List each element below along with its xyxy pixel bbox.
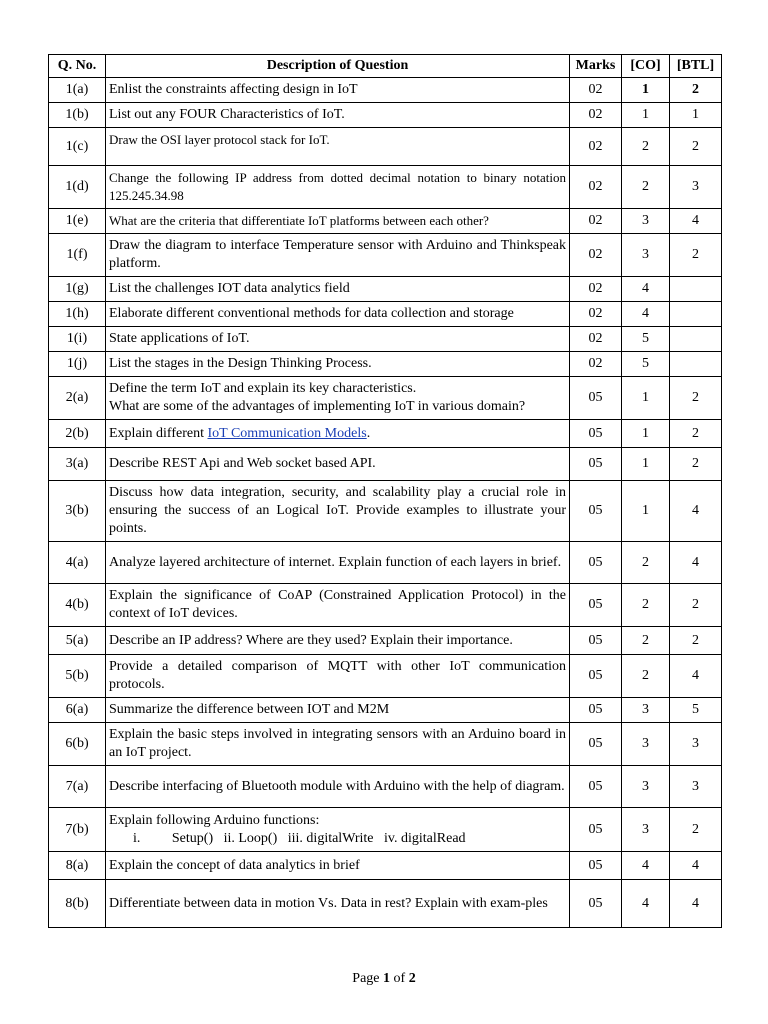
table-row <box>49 302 722 327</box>
header-qno: Q. No. <box>49 55 106 78</box>
table-row <box>49 448 722 481</box>
question-description: Explain the concept of data analytics in brief <box>106 852 570 880</box>
question-btl <box>670 327 722 352</box>
question-description: Describe interfacing of Bluetooth module with Arduino with the help of diagram. <box>106 766 570 808</box>
question-description <box>106 377 570 420</box>
question-co: 3 <box>622 209 670 234</box>
question-btl: 1 <box>670 103 722 128</box>
table-row <box>49 542 722 584</box>
question-btl: 2 <box>670 78 722 103</box>
question-co: 5 <box>622 327 670 352</box>
question-number: 1(d) <box>49 166 106 209</box>
question-btl: 5 <box>670 698 722 723</box>
question-marks: 02 <box>570 103 622 128</box>
question-table <box>48 54 722 928</box>
question-co: 4 <box>622 277 670 302</box>
table-row <box>49 655 722 698</box>
table-row <box>49 852 722 880</box>
question-co: 1 <box>622 103 670 128</box>
question-btl: 3 <box>670 723 722 766</box>
question-description: Explain the significance of CoAP (Constrained Application Protocol) in the context of IoT devices. <box>106 584 570 627</box>
question-marks: 05 <box>570 420 622 448</box>
question-co: 3 <box>622 808 670 852</box>
question-description: Describe REST Api and Web socket based API. <box>106 448 570 481</box>
description-line-2: What are some of the advantages of implementing IoT in various domain? <box>109 399 526 414</box>
question-description: List out any FOUR Characteristics of IoT. <box>106 103 570 128</box>
table-row <box>49 277 722 302</box>
question-btl: 4 <box>670 852 722 880</box>
question-number: 4(a) <box>49 542 106 584</box>
question-marks: 05 <box>570 448 622 481</box>
question-description: Explain the basic steps involved in integrating sensors with an Arduino board in an IoT project. <box>106 723 570 766</box>
question-btl: 4 <box>670 209 722 234</box>
question-description: Describe an IP address? Where are they used? Explain their importance. <box>106 627 570 655</box>
question-btl: 3 <box>670 766 722 808</box>
question-number: 2(a) <box>49 377 106 420</box>
question-number: 3(b) <box>49 481 106 542</box>
question-number: 1(j) <box>49 352 106 377</box>
question-marks: 05 <box>570 766 622 808</box>
question-co: 4 <box>622 880 670 928</box>
question-btl: 2 <box>670 448 722 481</box>
question-marks: 05 <box>570 584 622 627</box>
question-description: List the stages in the Design Thinking Process. <box>106 352 570 377</box>
question-number: 6(a) <box>49 698 106 723</box>
question-btl: 2 <box>670 808 722 852</box>
question-description: Differentiate between data in motion Vs. Data in rest? Explain with exam-ples <box>106 880 570 928</box>
question-description: Draw the diagram to interface Temperature sensor with Arduino and Thinkspeak platform. <box>106 234 570 277</box>
question-btl: 2 <box>670 128 722 166</box>
question-number: 2(b) <box>49 420 106 448</box>
question-btl: 2 <box>670 420 722 448</box>
question-description: List the challenges IOT data analytics field <box>106 277 570 302</box>
question-description: Discuss how data integration, security, and scalability play a crucial role in ensuring the success of an Logical IoT. Provide examples to illustrate your points. <box>106 481 570 542</box>
question-co: 1 <box>622 448 670 481</box>
question-co: 1 <box>622 420 670 448</box>
description-line-2: i. Setup() ii. Loop() iii. digitalWrite iv. digitalRead <box>133 830 466 846</box>
question-description <box>106 420 570 448</box>
header-marks: Marks <box>570 55 622 78</box>
question-btl: 2 <box>670 584 722 627</box>
question-btl <box>670 277 722 302</box>
iot-communication-models-link[interactable]: IoT Communication Models <box>207 425 367 441</box>
question-number: 8(b) <box>49 880 106 928</box>
question-number: 1(f) <box>49 234 106 277</box>
question-btl: 4 <box>670 542 722 584</box>
question-number: 4(b) <box>49 584 106 627</box>
question-co: 2 <box>622 627 670 655</box>
question-co: 2 <box>622 542 670 584</box>
question-marks: 05 <box>570 880 622 928</box>
question-co: 5 <box>622 352 670 377</box>
table-row <box>49 103 722 128</box>
question-marks: 02 <box>570 209 622 234</box>
question-marks: 02 <box>570 302 622 327</box>
table-row <box>49 808 722 852</box>
question-number: 1(a) <box>49 78 106 103</box>
question-co: 2 <box>622 655 670 698</box>
table-row <box>49 880 722 928</box>
question-co: 1 <box>622 377 670 420</box>
table-row <box>49 420 722 448</box>
question-btl: 3 <box>670 166 722 209</box>
question-btl: 2 <box>670 377 722 420</box>
question-co: 3 <box>622 723 670 766</box>
question-description: Provide a detailed comparison of MQTT with other IoT communication protocols. <box>106 655 570 698</box>
table-row <box>49 723 722 766</box>
question-description: State applications of IoT. <box>106 327 570 352</box>
question-co: 3 <box>622 234 670 277</box>
footer-prefix: Page <box>352 971 384 986</box>
question-marks: 05 <box>570 698 622 723</box>
question-number: 1(b) <box>49 103 106 128</box>
description-text: Explain different <box>109 425 208 441</box>
question-number: 1(i) <box>49 327 106 352</box>
table-row <box>49 698 722 723</box>
question-marks: 05 <box>570 852 622 880</box>
page-footer <box>0 971 768 987</box>
question-marks: 05 <box>570 481 622 542</box>
header-row <box>49 55 722 78</box>
question-marks: 02 <box>570 327 622 352</box>
header-btl: [BTL] <box>670 55 722 78</box>
table-row <box>49 481 722 542</box>
question-btl: 2 <box>670 627 722 655</box>
question-marks: 02 <box>570 78 622 103</box>
question-btl: 4 <box>670 880 722 928</box>
question-co: 2 <box>622 128 670 166</box>
table-row <box>49 128 722 166</box>
question-description: Change the following IP address from dotted decimal notation to binary notation 125.245.34.98 <box>106 166 570 209</box>
question-description: Draw the OSI layer protocol stack for IoT. <box>106 128 570 166</box>
question-number: 7(b) <box>49 808 106 852</box>
question-marks: 02 <box>570 352 622 377</box>
question-marks: 05 <box>570 627 622 655</box>
question-description: Summarize the difference between IOT and M2M <box>106 698 570 723</box>
table-row <box>49 766 722 808</box>
question-co: 3 <box>622 766 670 808</box>
question-marks: 05 <box>570 377 622 420</box>
description-line-1: Define the term IoT and explain its key characteristics. <box>109 381 417 396</box>
question-marks: 02 <box>570 128 622 166</box>
footer-of: of <box>390 971 409 986</box>
question-description: What are the criteria that differentiate IoT platforms between each other? <box>106 209 570 234</box>
question-number: 8(a) <box>49 852 106 880</box>
table-row <box>49 584 722 627</box>
question-btl: 4 <box>670 655 722 698</box>
question-description: Enlist the constraints affecting design in IoT <box>106 78 570 103</box>
question-number: 1(g) <box>49 277 106 302</box>
question-marks: 02 <box>570 277 622 302</box>
question-co: 4 <box>622 852 670 880</box>
question-number: 1(h) <box>49 302 106 327</box>
question-marks: 05 <box>570 542 622 584</box>
question-number: 1(e) <box>49 209 106 234</box>
table-row <box>49 234 722 277</box>
question-number: 7(a) <box>49 766 106 808</box>
question-btl <box>670 302 722 327</box>
header-co: [CO] <box>622 55 670 78</box>
question-number: 6(b) <box>49 723 106 766</box>
question-number: 3(a) <box>49 448 106 481</box>
table-row <box>49 627 722 655</box>
question-description: Analyze layered architecture of internet. Explain function of each layers in brief. <box>106 542 570 584</box>
table-row <box>49 209 722 234</box>
question-co: 4 <box>622 302 670 327</box>
question-description: Elaborate different conventional methods for data collection and storage <box>106 302 570 327</box>
description-tail: . <box>366 425 371 441</box>
question-co: 3 <box>622 698 670 723</box>
question-co: 2 <box>622 166 670 209</box>
table-row <box>49 352 722 377</box>
table-row <box>49 327 722 352</box>
description-line-1: Explain following Arduino functions: <box>109 812 320 828</box>
question-number: 5(b) <box>49 655 106 698</box>
question-co: 2 <box>622 584 670 627</box>
header-description: Description of Question <box>106 55 570 78</box>
footer-total-pages: 2 <box>408 971 416 986</box>
question-number: 1(c) <box>49 128 106 166</box>
question-co: 1 <box>622 78 670 103</box>
question-co: 1 <box>622 481 670 542</box>
question-btl <box>670 352 722 377</box>
table-row <box>49 166 722 209</box>
question-btl: 2 <box>670 234 722 277</box>
question-marks: 02 <box>570 166 622 209</box>
footer-page-number: 1 <box>383 971 391 986</box>
question-marks: 02 <box>570 234 622 277</box>
question-marks: 05 <box>570 723 622 766</box>
question-marks: 05 <box>570 655 622 698</box>
question-btl: 4 <box>670 481 722 542</box>
question-number: 5(a) <box>49 627 106 655</box>
question-description <box>106 808 570 852</box>
table-row <box>49 78 722 103</box>
question-marks: 05 <box>570 808 622 852</box>
table-row <box>49 377 722 420</box>
